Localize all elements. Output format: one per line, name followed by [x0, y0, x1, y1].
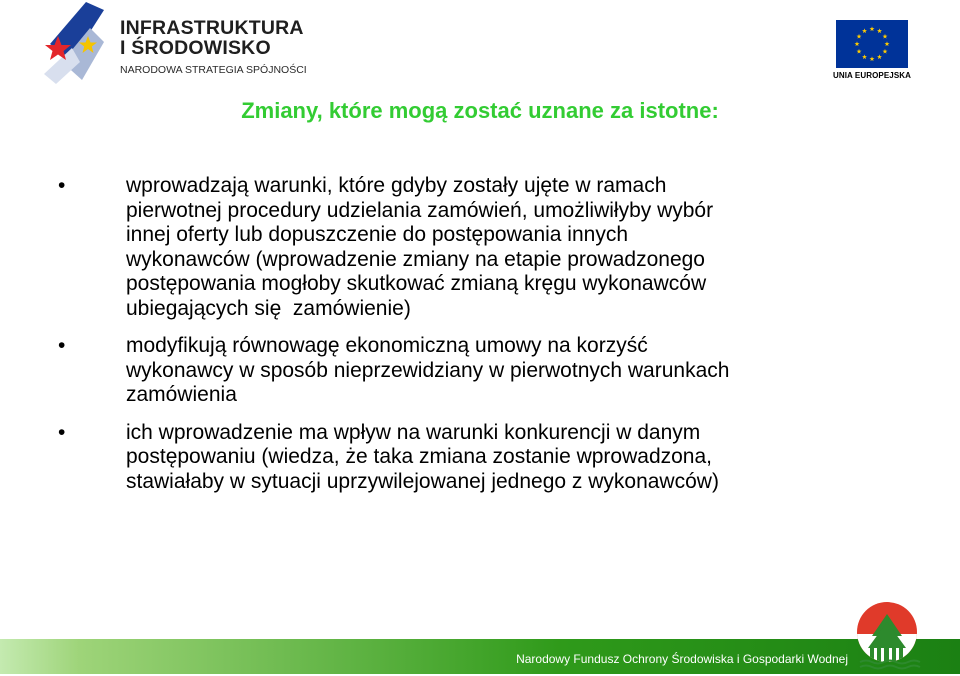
bullet-line: wykonawców (wprowadzenie zmiany na etapie prowadzonego — [126, 247, 705, 271]
bullet-item — [0, 174, 906, 321]
bullet-line: ubiegających się zamówienie) — [126, 296, 411, 320]
footer-text: Narodowy Fundusz Ochrony Środowiska i Gospodarki Wodnej — [516, 652, 848, 666]
bullet-marker-icon: • — [58, 334, 66, 357]
bullet-line: postępowania mogłoby skutkować zmianą kręgu wykonawców — [126, 272, 707, 295]
logo-line-infrastruktura: INFRASTRUKTURA — [120, 17, 304, 39]
nfosigw-logo-icon — [850, 596, 924, 672]
eu-label: UNIA EUROPEJSKA — [832, 71, 912, 80]
bullet-marker-icon: • — [58, 174, 66, 197]
bullet-line: ich wprowadzenie ma wpływ na warunki konkurencji w danym — [126, 420, 701, 444]
bullet-line: wprowadzają warunki, które gdyby zostały ujęte w ramach — [126, 174, 667, 197]
slide-title: Zmiany, które mogą zostać uznane za istotne: — [241, 98, 719, 123]
infrastruktura-logo-text — [120, 18, 307, 77]
bullet-item — [0, 334, 906, 408]
bullet-item — [0, 421, 906, 495]
cohesion-star-logo-icon — [44, 2, 110, 84]
bullet-line: zamówienia — [126, 383, 237, 406]
bullet-line: postępowaniu (wiedza, że taka zmiana zostanie wprowadzona, — [126, 445, 713, 468]
bullet-line: innej oferty lub dopuszczenie do postępowania innych — [126, 223, 629, 246]
logo-line-strategia: NARODOWA STRATEGIA SPÓJNOŚCI — [120, 64, 307, 76]
bullet-list — [0, 174, 960, 507]
bullet-line: wykonawcy w sposób nieprzewidziany w pierwotnych warunkach — [126, 358, 730, 382]
logo-line-srodowisko: I ŚRODOWISKO — [120, 37, 271, 59]
bullet-line: pierwotnej procedury udzielania zamówień, umożliwiłyby wybór — [126, 198, 714, 222]
bullet-line: modyfikują równowagę ekonomiczną umowy na korzyść — [126, 334, 648, 357]
footer-bar — [0, 639, 960, 674]
bullet-marker-icon: • — [58, 420, 66, 444]
infrastruktura-logo — [44, 2, 324, 84]
eu-flag-icon — [836, 20, 908, 68]
bullet-line: stawiałaby w sytuacji uprzywilejowanej jednego z wykonawców) — [126, 469, 719, 493]
